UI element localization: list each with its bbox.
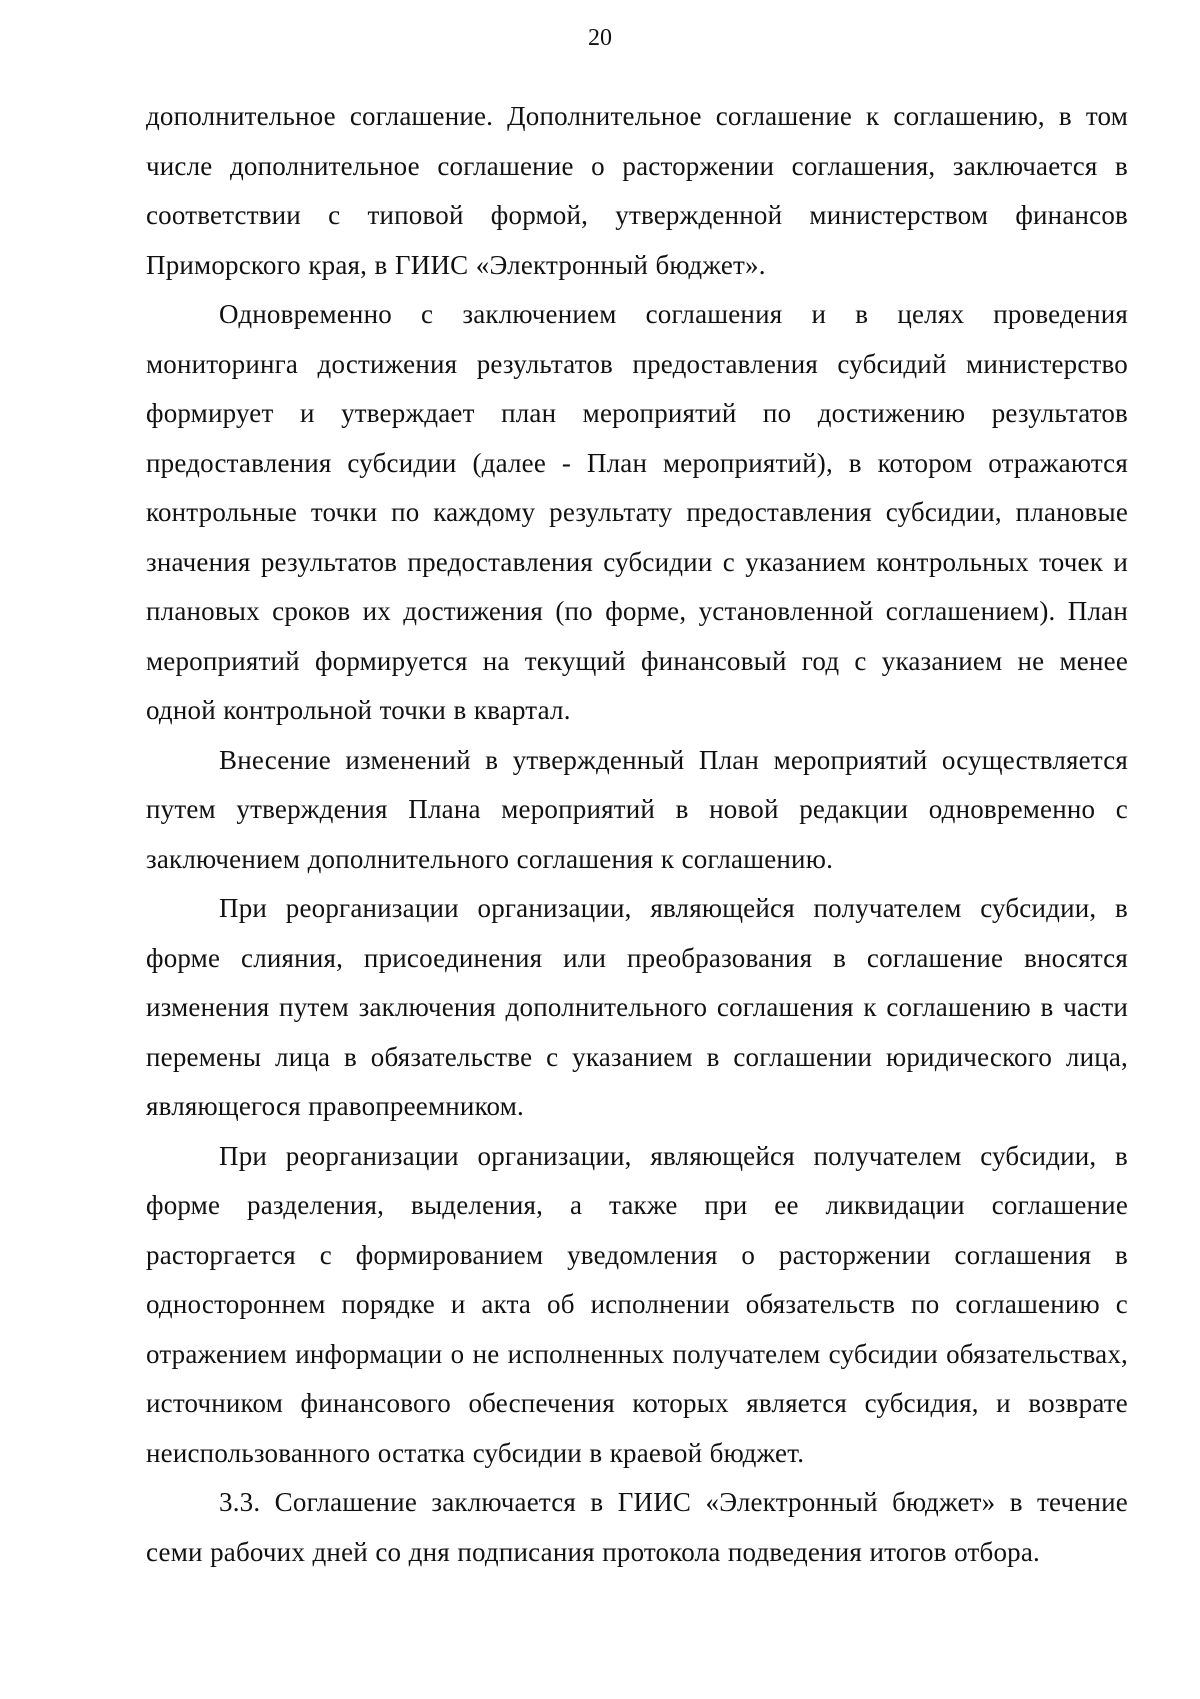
- paragraph-section-3-3: 3.3. Соглашение заключается в ГИИС «Электронный бюджет» в течение семи рабочих дней со дня подписания протокола подведения итогов отбора.: [146, 1487, 1128, 1567]
- document-body: [146, 92, 1128, 1577]
- paragraph-reorganization-merger: При реорганизации организации, являющейся получателем субсидии, в форме слияния, присоединения или преобразования в соглашение вносятся изменения путем заключения дополнительного соглашения к соглашению в части перемены лица в обязательстве с указанием в соглашении юридического лица, являющегося правопреемником.: [146, 893, 1128, 1121]
- page-number: 20: [588, 25, 612, 51]
- paragraph-reorganization-division: При реорганизации организации, являющейся получателем субсидии, в форме разделения, выделения, а также при ее ликвидации соглашение расторгается с формированием уведомления о расторжении соглашения в одностороннем порядке и акта об исполнении обязательств по соглашению с отражением информации о не исполненных получателем субсидии обязательствах, источником финансового обеспечения которых является субсидия, и возврате неиспользованного остатка субсидии в краевой бюджет.: [146, 1140, 1128, 1468]
- paragraph-plan-changes: Внесение изменений в утвержденный План мероприятий осуществляется путем утверждения Плана мероприятий в новой редакции одновременно с заключением дополнительного соглашения к соглашению.: [146, 744, 1128, 874]
- paragraph-action-plan: Одновременно с заключением соглашения и в целях проведения мониторинга достижения результатов предоставления субсидий министерство формирует и утверждает план мероприятий по достижению результатов предоставления субсидии (далее - План мероприятий), в котором отражаются контрольные точки по каждому результату предоставления субсидии, плановые значения результатов предоставления субсидии с указанием контрольных точек и плановых сроков их достижения (по форме, установленной соглашением). План мероприятий формируется на текущий финансовый год с указанием не менее одной контрольной точки в квартал.: [146, 299, 1128, 725]
- paragraph-continuation: дополнительное соглашение. Дополнительное соглашение к соглашению, в том числе дополнительное соглашение о расторжении соглашения, заключается в соответствии с типовой формой, утвержденной министерством финансов Приморского края, в ГИИС «Электронный бюджет».: [146, 101, 1128, 280]
